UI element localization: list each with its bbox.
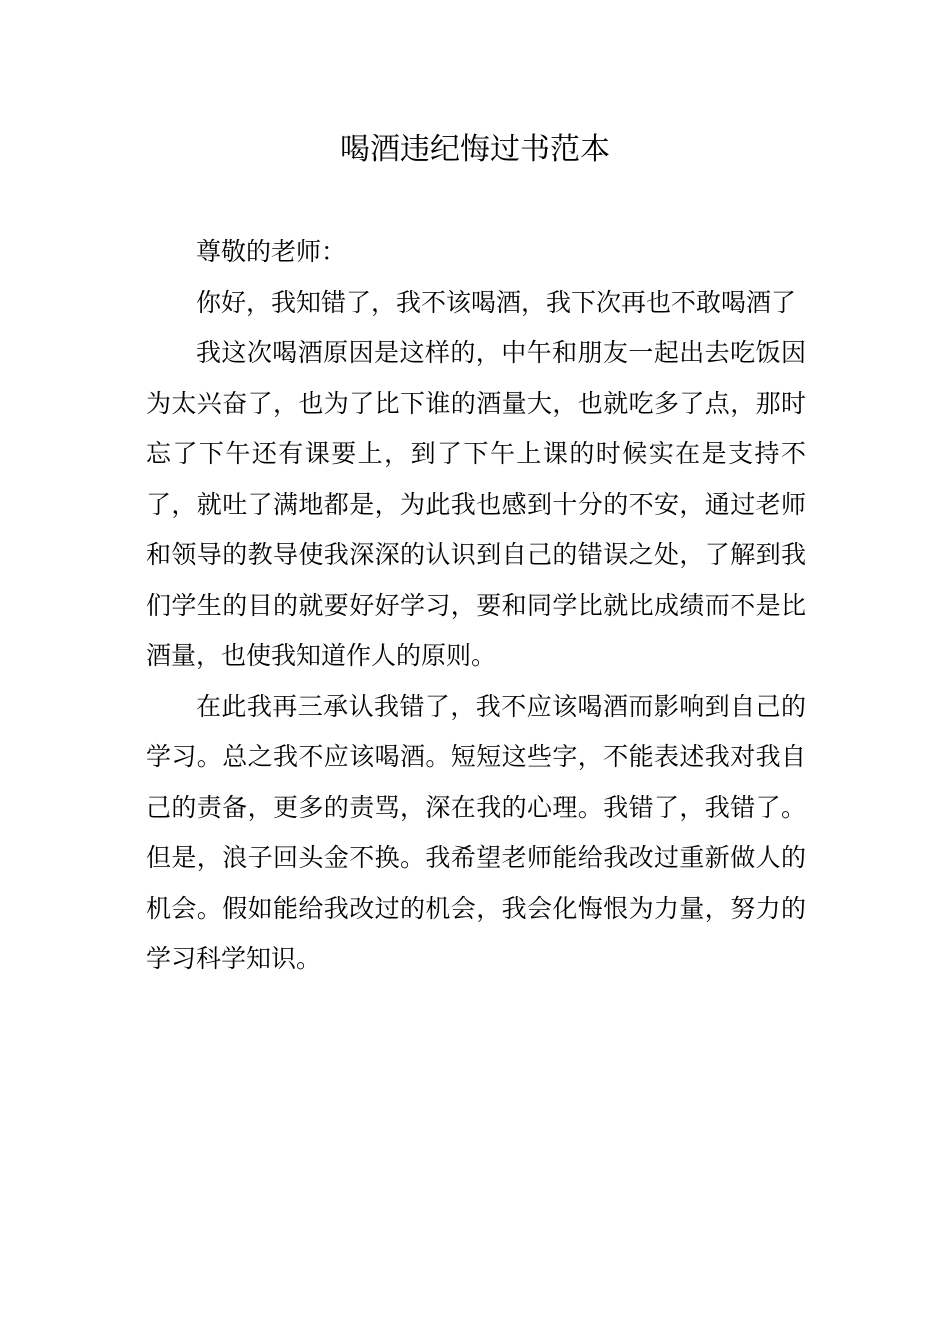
paragraph-apology: 你好，我知错了，我不该喝酒，我下次再也不敢喝酒了 [196, 287, 797, 317]
document-title: 喝酒违纪悔过书范本 [340, 132, 610, 167]
paragraph-reason: 我这次喝酒原因是这样的，中午和朋友一起出去吃饭因为太兴奋了，也为了比下谁的酒量大，也就吃多了点，那时忘了下午还有课要上，到了下午上课的时候实在是支持不了，就吐了满地都是，为此我也感到十分的不安，通过老师和领导的教导使我深深的认识到自己的错误之处，了解到我们学生的目的就要好好学习，要和同学比就比成绩而不是比酒量，也使我知道作人的原则。 [146, 338, 806, 670]
letter-body [146, 227, 806, 985]
salutation: 尊敬的老师： [196, 237, 347, 266]
paragraph-resolution: 在此我再三承认我错了，我不应该喝酒而影响到自己的学习。总之我不应该喝酒。短短这些字，不能表述我对我自己的责备，更多的责骂，深在我的心理。我错了，我错了。但是，浪子回头金不换。我希望老师能给我改过重新做人的机会。假如能给我改过的机会，我会化悔恨为力量，努力的学习科学知识。 [146, 691, 806, 973]
